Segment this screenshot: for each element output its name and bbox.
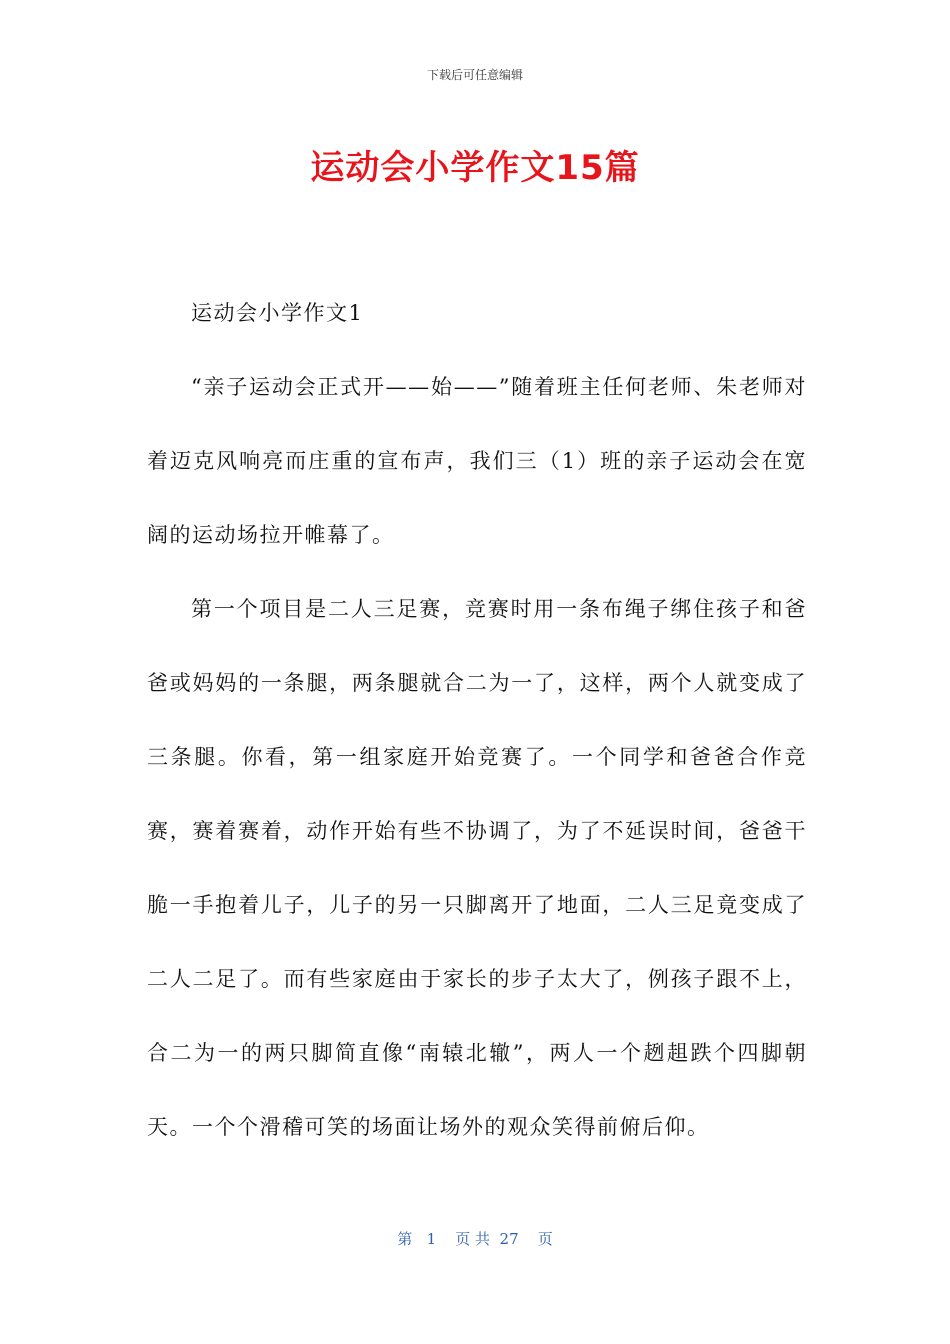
page-footer [0, 1228, 950, 1249]
document-title: 运动会小学作文15篇 [310, 148, 640, 188]
footer-total-pages: 27 [499, 1230, 519, 1248]
footer-current-page: 1 [426, 1230, 437, 1248]
paragraph: 第一个项目是二人三足赛，竞赛时用一条布绳子绑住孩子和爸爸或妈妈的一条腿，两条腿就合二为一了，这样，两个人就变成了三条腿。你看，第一组家庭开始竞赛了。一个同学和爸爸合作竞赛，赛着赛着，动作开始有些不协调了，为了不延误时间，爸爸干脆一手抱着儿子，儿子的另一只脚离开了地面，二人三足竟变成了二人二足了。而有些家庭由于家长的步子太大了，例孩子跟不上，合二为一的两只脚简直像“南辕北辙”，两人一个趔趄跌个四脚朝天。一个个滑稽可笑的场面让场外的观众笑得前俯后仰。 [147, 597, 807, 1139]
document-body [147, 276, 807, 1164]
section-heading: 运动会小学作文1 [191, 301, 364, 325]
header-note: 下载后可任意编辑 [426, 68, 523, 82]
paragraph: “亲子运动会正式开——始——”随着班主任何老师、朱老师对着迈克风响亮而庄重的宣布声，我们三（1）班的亲子运动会在宽阔的运动场拉开帷幕了。 [147, 375, 807, 547]
footer-page-middle: 页 共 [455, 1230, 490, 1248]
footer-page-suffix: 页 [537, 1230, 553, 1248]
footer-page-prefix: 第 [397, 1230, 413, 1248]
